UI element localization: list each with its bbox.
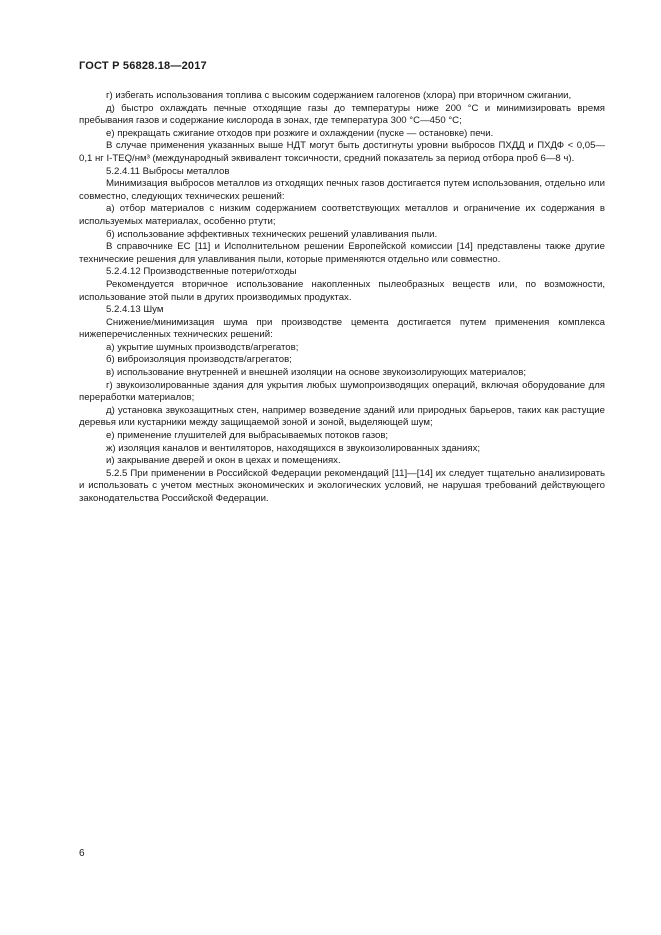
- paragraph: 5.2.5 При применении в Российской Федерации рекомендаций [11]—[14] их следует тщательно анализировать и использовать с учетом местных экономических и экологических условий, не нарушая требований действующего законодательства Российской Федерации.: [79, 467, 605, 504]
- paragraph: В справочнике ЕС [11] и Исполнительном решении Европейской комиссии [14] представлены также другие технические решения для улавливания пыли, которые применяются отдельно или совместно.: [79, 241, 605, 265]
- paragraph: д) быстро охлаждать печные отходящие газы до температуры ниже 200 °С и минимизировать время пребывания газов и содержание кислорода в зонах, где температура 300 °С—450 °С;: [79, 102, 605, 127]
- paragraph: г) звукоизолированные здания для укрытия любых шумопроизводящих операций, включая оборудование для переработки материалов;: [79, 379, 605, 404]
- document-body: [79, 90, 605, 506]
- paragraph: д) установка звукозащитных стен, например возведение зданий или природных барьеров, таких как растущие деревья или кустарники между защищаемой зоной и зоной, выделяющей шум;: [79, 404, 605, 429]
- section-heading: 5.2.4.13 Шум: [106, 304, 164, 316]
- section-heading: 5.2.4.12 Производственные потери/отходы: [106, 266, 297, 278]
- page-number: 6: [79, 848, 85, 859]
- paragraph: и) закрывание дверей и окон в цехах и помещениях.: [106, 455, 341, 467]
- paragraph: е) прекращать сжигание отходов при розжиге и охлаждении (пуске — остановке) печи.: [106, 127, 494, 139]
- paragraph: Рекомендуется вторичное использование накопленных пылеобразных веществ или, по возможности, использование этой пыли в других производимых продуктах.: [79, 278, 605, 303]
- paragraph: в) использование внутренней и внешней изоляции на основе звукоизолирующих материалов;: [106, 367, 527, 379]
- paragraph: ж) изоляция каналов и вентиляторов, находящихся в звукоизолированных зданиях;: [106, 442, 481, 454]
- section-heading: 5.2.4.11 Выбросы металлов: [106, 165, 230, 177]
- paragraph: Снижение/минимизация шума при производстве цемента достигается путем применения комплекса нижеперечисленных технических решений:: [79, 316, 605, 341]
- paragraph: б) использование эффективных технических решений улавливания пыли.: [106, 228, 438, 240]
- document-header: ГОСТ Р 56828.18—2017: [79, 60, 207, 72]
- paragraph: г) избегать использования топлива с высоким содержанием галогенов (хлора) при вторичном сжигании,: [106, 90, 572, 101]
- paragraph: а) отбор материалов с низким содержанием соответствующих металлов и ограничение их содержания в используемых материалах, особенно ртути;: [79, 203, 605, 227]
- paragraph: б) виброизоляция производств/агрегатов;: [106, 354, 292, 366]
- paragraph: Минимизация выбросов металлов из отходящих печных газов достигается путем использования, отдельно или совместно, следующих технических решений:: [79, 178, 605, 202]
- paragraph: В случае применения указанных выше НДТ могут быть достигнуты уровни выбросов ПХДД и ПХДФ < 0,05—0,1 нг I-TEQ/нм³ (международный эквивалент токсичности, средний показатель за период отбора проб 6—8 ч).: [79, 140, 605, 164]
- paragraph: а) укрытие шумных производств/агрегатов;: [106, 341, 299, 353]
- paragraph: е) применение глушителей для выбрасываемых потоков газов;: [106, 430, 389, 442]
